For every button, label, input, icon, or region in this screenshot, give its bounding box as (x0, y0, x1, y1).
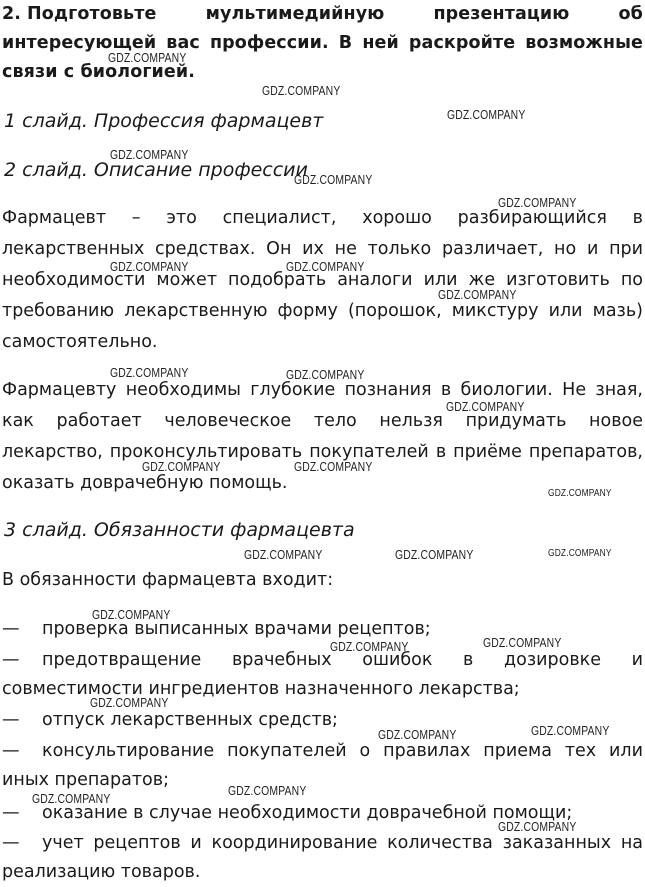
watermark: GDZ.COMPANY (108, 50, 187, 65)
paragraph-definition: Фармацевт – это специалист, хорошо разбирающийся в лекарственных средствах. Он их не только различает, но и при необходимости может подобрать аналоги или же изготовить по требованию лекарственную форму (порошок, микстуру или мазь) самостоятельно. (2, 208, 643, 352)
list-item-text: отпуск лекарственных средств; (42, 710, 338, 730)
slide-2-title: 2 слайд. Описание профессии (4, 159, 308, 181)
watermark: GDZ.COMPANY (142, 459, 221, 474)
watermark: GDZ.COMPANY (294, 172, 373, 187)
watermark: GDZ.COMPANY (447, 107, 526, 122)
watermark: GDZ.COMPANY (330, 639, 409, 654)
list-item (2, 737, 643, 795)
watermark: GDZ.COMPANY (32, 791, 111, 806)
dash-marker: — (2, 833, 20, 853)
dash-marker: — (2, 619, 20, 639)
task-body: Подготовьте мультимедийную презентацию об интересующей вас профессии. В ней раскройте возможные связи с биологией. (2, 4, 643, 82)
watermark: GDZ.COMPANY (90, 695, 169, 710)
watermark: GDZ.COMPANY (286, 259, 365, 274)
list-item (2, 829, 643, 887)
watermark: GDZ.COMPANY (483, 635, 562, 650)
watermark: GDZ.COMPANY (446, 399, 525, 414)
watermark: GDZ.COMPANY (498, 819, 577, 834)
watermark: GDZ.COMPANY (262, 83, 341, 98)
slide-1-title: 1 слайд. Профессия фармацевт (4, 110, 324, 132)
list-item-text: учет рецептов и координирование количества заказанных на реализацию товаров. (2, 833, 643, 882)
watermark: GDZ.COMPANY (294, 459, 373, 474)
list-item-text: оказание в случае необходимости доврачебной помощи; (42, 803, 573, 823)
watermark: GDZ.COMPANY (228, 783, 307, 798)
watermark: GDZ.COMPANY (498, 195, 577, 210)
watermark: GDZ.COMPANY (110, 147, 189, 162)
watermark: GDZ.COMPANY (92, 607, 171, 622)
task-number: 2. (2, 4, 22, 24)
dash-marker: — (2, 710, 20, 730)
watermark: GDZ.COMPANY (286, 367, 365, 382)
watermark: GDZ.COMPANY (548, 547, 612, 559)
duties-intro: В обязанности фармацевта входит: (2, 570, 334, 590)
watermark: GDZ.COMPANY (244, 547, 323, 562)
watermark: GDZ.COMPANY (531, 723, 610, 738)
watermark: GDZ.COMPANY (548, 487, 612, 499)
list-item-text: проверка выписанных врачами рецептов; (42, 619, 431, 639)
list-item-text: предотвращение врачебных ошибок в дозировке и совместимости ингредиентов назначенного лекарства; (2, 650, 643, 699)
watermark: GDZ.COMPANY (110, 365, 189, 380)
watermark: GDZ.COMPANY (438, 287, 517, 302)
dash-marker: — (2, 650, 20, 670)
task-text (2, 0, 643, 87)
dash-marker: — (2, 741, 20, 761)
watermark: GDZ.COMPANY (110, 259, 189, 274)
slide-3-title: 3 слайд. Обязанности фармацевта (4, 519, 355, 541)
paragraph-biology: Фармацевту необходимы глубокие познания в биологии. Не зная, как работает человеческое тело нельзя придумать новое лекарство, проконсультировать покупателей в приёме препаратов, оказать доврачебную помощь. (2, 380, 643, 493)
watermark: GDZ.COMPANY (378, 727, 457, 742)
watermark: GDZ.COMPANY (395, 547, 474, 562)
dash-marker: — (2, 803, 20, 823)
list-item-text: консультирование покупателей о правилах приема тех или иных препаратов; (2, 741, 643, 790)
